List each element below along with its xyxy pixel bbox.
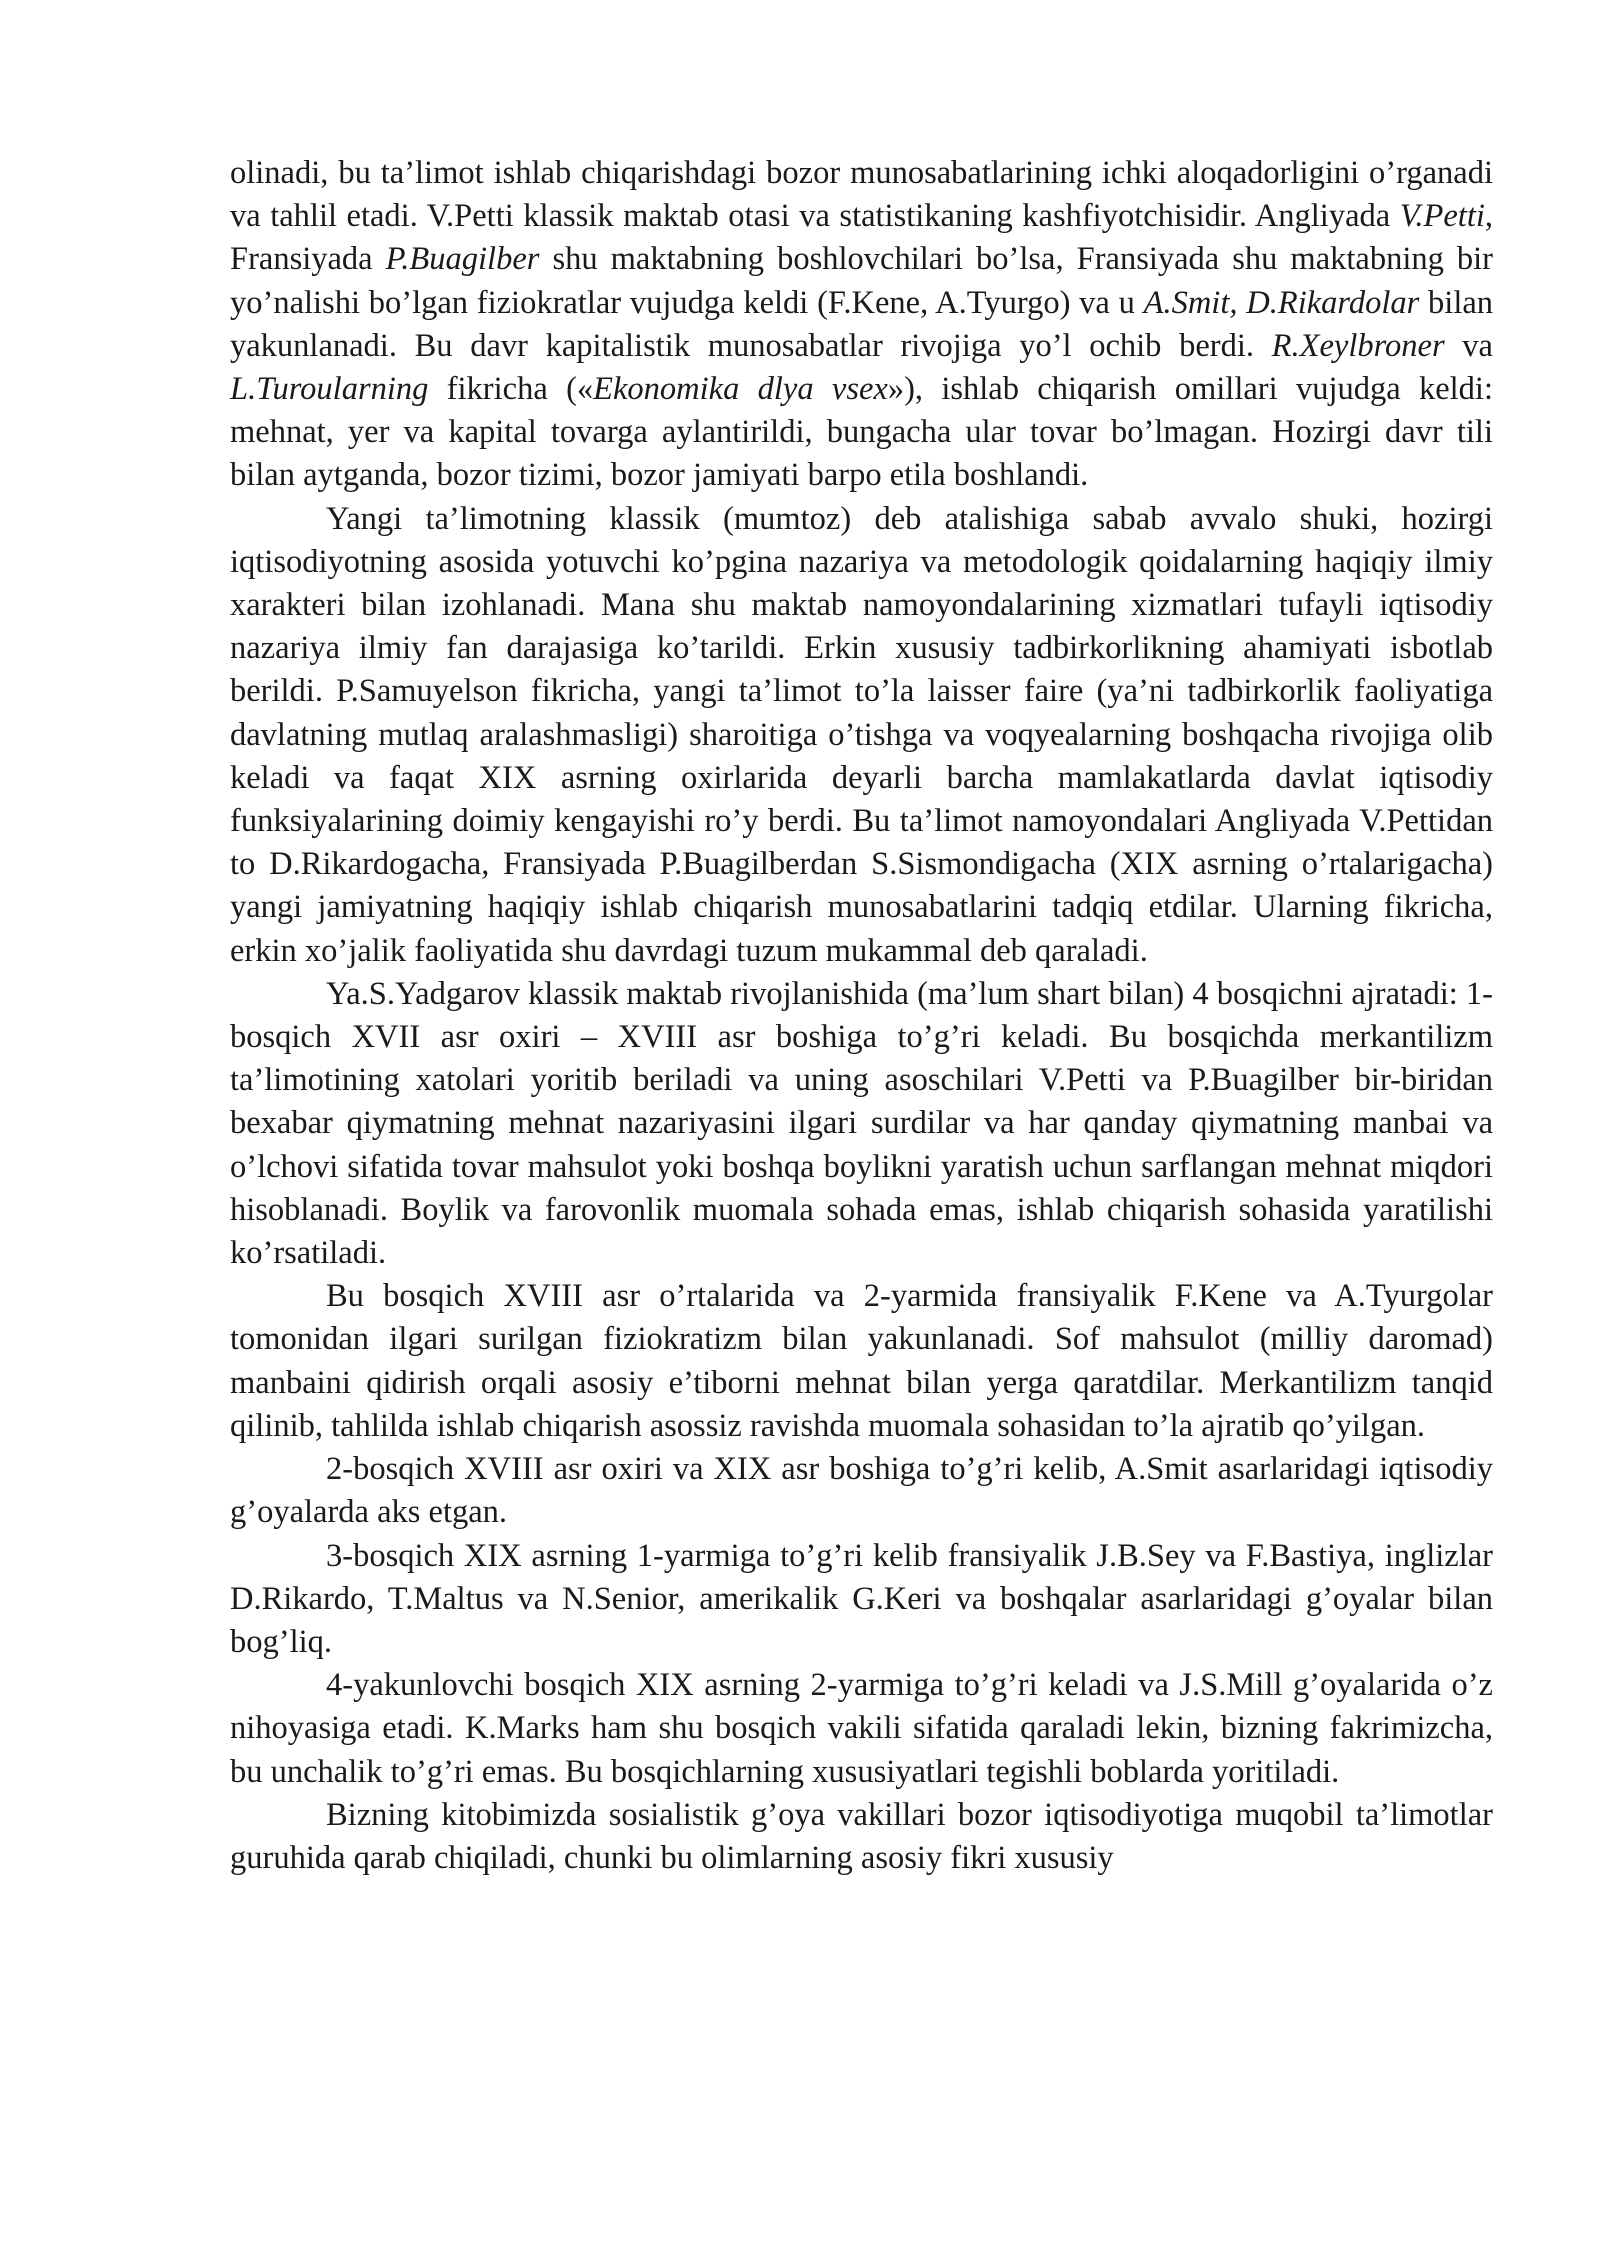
text-run: 2-bosqich XVIII asr oxiri va XIX asr boshiga to’g’ri kelib, A.Smit asarlaridagi iqtisodiy g’oyalarda aks etgan. [230, 1451, 1493, 1531]
text-run: bilan yakunlanadi. Bu davr kapitalistik munosabatlar rivojiga yo’l ochib berdi. [230, 284, 1494, 364]
paragraph-8 [230, 1794, 1493, 1880]
paragraph-1 [230, 152, 1493, 498]
text-run: olinadi, bu ta’limot ishlab chiqarishdagi bozor munosabatlarining ichki aloqadorligini o’rganadi va tahlil etadi. V.Petti klassik maktab otasi va statistikaning kashfiyotchisidir. Angliyada [230, 155, 1493, 235]
text-run: »), ishlab chiqarish omillari vujudga keldi: mehnat, yer va kapital tovarga aylantirildi, bungacha ular tovar bo’lmagan. Hozirgi davr tili bilan aytganda, bozor tizimi, bozor jamiyati barpo etila boshlandi. [230, 371, 1493, 494]
text-run: Ya.S.Yadgarov klassik maktab rivojlanishida (ma’lum shart bilan) 4 bosqichni ajratadi: 1-bosqich XVII asr oxiri – XVIII asr boshiga to’g’ri keladi. Bu bosqichda merkantilizm ta’limotining xatolari yoritib beriladi va uning asoschilari V.Petti va P.Buagilber bir-biridan bexabar qiymatning mehnat nazariyasini ilgari surdilar va har qanday qiymatning manbai va o’lchovi sifatida tovar mahsulot yoki boshqa boylikni yaratish uchun sarflangan mehnat miqdori hisoblanadi. Boylik va farovonlik muomala sohada emas, ishlab chiqarish sohasida yaratilishi ko’rsatiladi. [230, 975, 1493, 1272]
text-run: Bizning kitobimizda sosialistik g’oya vakillari bozor iqtisodiyotiga muqobil ta’limotlar guruhida qarab chiqiladi, chunki bu olimlarning asosiy fikri xususiy [230, 1796, 1493, 1876]
paragraph-4 [230, 1275, 1493, 1448]
text-run: 4-yakunlovchi bosqich XIX asrning 2-yarmiga to’g’ri keladi va J.S.Mill g’oyalarida o’z nihoyasiga etadi. K.Marks ham shu bosqich vakili sifatida qaraladi lekin, bizning fakrimizcha, bu unchalik to’g’ri emas. Bu bosqichlarning xususiyatlari tegishli boblarda yoritiladi. [230, 1667, 1493, 1790]
document-page [230, 152, 1493, 1880]
text-run: 3-bosqich XIX asrning 1-yarmiga to’g’ri kelib fransiyalik J.B.Sey va F.Bastiya, inglizlar D.Rikardo, T.Maltus va N.Senior, amerikalik G.Keri va boshqalar asarlaridagi g’oyalar bilan bog’liq. [230, 1537, 1493, 1660]
paragraph-7 [230, 1664, 1493, 1794]
paragraph-6 [230, 1535, 1493, 1665]
text-run: Yangi ta’limotning klassik (mumtoz) deb atalishiga sabab avvalo shuki, hozirgi iqtisodiyotning asosida yotuvchi ko’pgina nazariya va metodologik qoidalarning haqiqiy ilmiy xarakteri bilan izohlanadi. Mana shu maktab namoyondalarining xizmatlari tufayli iqtisodiy nazariya ilmiy fan darajasiga ko’tarildi. Erkin xususiy tadbirkorlikning ahamiyati isbotlab berildi. P.Samuyelson fikricha, yangi ta’limot to’la laisser faire (ya’ni tadbirkorlik faoliyatiga davlatning mutlaq aralashmasligi) sharoitiga o’tishga va voqyealarning boshqacha rivojiga olib keladi va faqat XIX asrning oxirlarida deyarli barcha mamlakatlarda davlat iqtisodiy funksiyalarining doimiy kengayishi ro’y berdi. Bu ta’limot namoyondalari Angliyada V.Pettidan to D.Rikardogacha, Fransiyada P.Buagilberdan S.Sismondigacha (XIX asrning o’rtalarigacha) yangi jamiyatning haqiqiy ishlab chiqarish munosabatlarini tadqiq etdilar. Ularning fikricha, erkin xo’jalik faoliyatida shu davrdagi tuzum mukammal deb qaraladi. [230, 500, 1493, 969]
text-run: va [1444, 327, 1493, 364]
author-name-italic: L.Turoularning [230, 371, 429, 408]
text-run: shu maktabning boshlovchilari bo’lsa, Fransiyada shu maktabning bir yo’nalishi bo’lgan fiziokratlar vujudga keldi (F.Kene, A.Tyurgo) va u [230, 241, 1493, 321]
paragraph-3 [230, 973, 1493, 1275]
author-name-italic: A.Smit, D.Rikardolar [1143, 284, 1420, 321]
author-name-italic: R.Xeylbroner [1271, 327, 1445, 364]
paragraph-5 [230, 1448, 1493, 1534]
author-name-italic: V.Petti [1399, 198, 1485, 235]
text-run: fikricha (« [428, 371, 594, 408]
text-run: , Fransiyada [230, 198, 1493, 278]
book-title-italic: Ekonomika dlya vsex [593, 371, 888, 408]
text-run: Bu bosqich XVIII asr o’rtalarida va 2-yarmida fransiyalik F.Kene va A.Tyurgolar tomonidan ilgari surilgan fiziokratizm bilan yakunlanadi. Sof mahsulot (milliy daromad) manbaini qidirish orqali asosiy e’tiborni mehnat bilan yerga qaratdilar. Merkantilizm tanqid qilinib, tahlilda ishlab chiqarish asossiz ravishda muomala sohasidan to’la ajratib qo’yilgan. [230, 1278, 1493, 1444]
paragraph-2 [230, 498, 1493, 973]
author-name-italic: P.Buagilber [385, 241, 540, 278]
